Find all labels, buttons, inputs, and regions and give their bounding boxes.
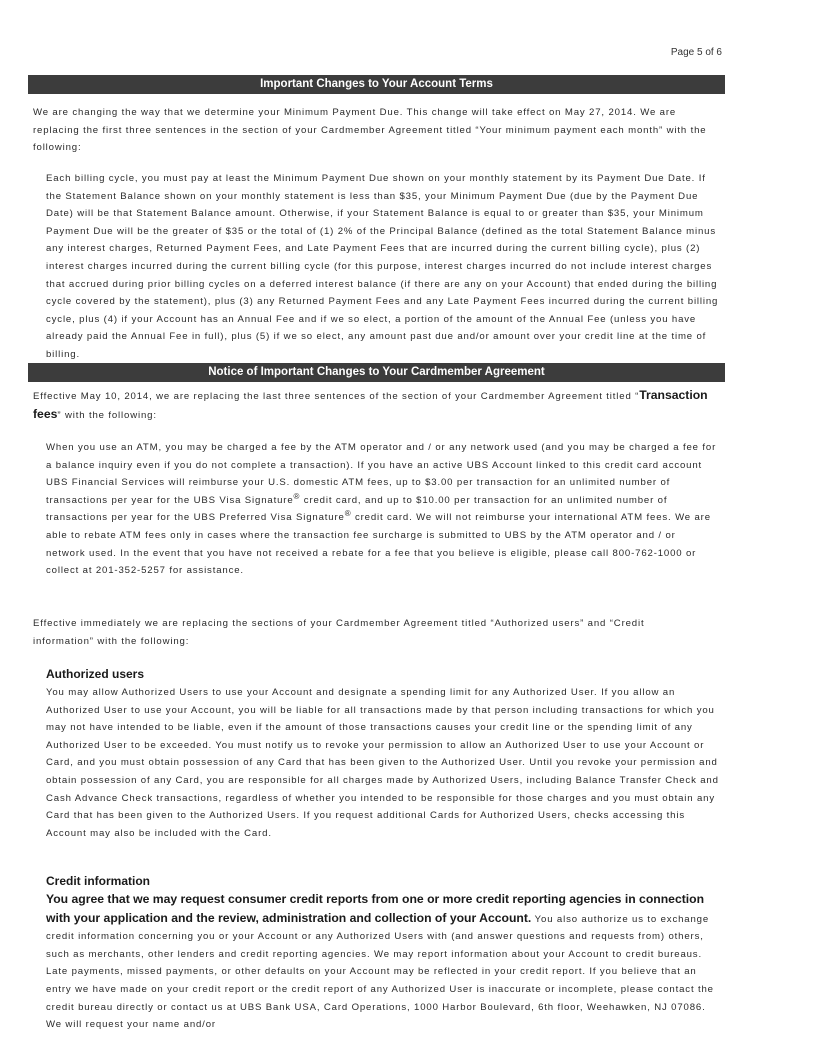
atm-fee-paragraph [46,439,718,580]
credit-information-text: You also authorize us to exchange credit information concerning you or your Account or any Authorized Users with (and answer questions and requests from) others, such as merchants, other lenders and credit reporting agencies. We may report information about your Account to credit bureaus. Late payments, missed payments, or other defaults on your Account may be reflected in your credit report. If you believe that an entry we have made on your credit report or the credit report of any Authorized User is inaccurate or incomplete, please contact the credit bureau directly or contact us at UBS Bank USA, Card Operations, 1000 Harbor Boulevard, 6th floor, Weehawken, NJ 07086. We will request your name and/or [46,913,714,1031]
registered-mark: ® [293,491,301,501]
transaction-fees-intro [33,387,723,424]
atm-text-part3: credit card. We will not reimburse your international ATM fees. We are able to rebate ATM fees only in cases where the transaction fee surcharge is submitted to UBS by the ATM operator and / or network used. In the event that you have not received a rebate for a fee that you believe is eligible, please call 800-762-1000 or collect at 201-352-5257 for assistance. [46,512,711,577]
minimum-payment-quote: Each billing cycle, you must pay at least the Minimum Payment Due shown on your monthly statement by its Payment Due Date. If the Statement Balance shown on your monthly statement is less than $35, your Minimum Payment Due (due by the Payment Due Date) will be that Statement Balance amount. Otherwise, if your Statement Balance is equal to or greater than $35, your Minimum Payment Due will be the greater of $35 or the total of (1) 2% of the Principal Balance (defined as the total Statement Balance minus any interest charges, Returned Payment Fees, and Late Payment Fees that are incurred during the current billing cycle), plus (2) interest charges incurred during the current billing cycle (for this purpose, interest charges incurred do not include interest charges that accrued during prior billing cycles on a deferred interest balance (if there are any on your Account) that ended during the billing cycle covered by the statement), plus (3) any Returned Payment Fees and any Late Payment Fees incurred during the current billing cycle, plus (4) if your Account has an Annual Fee and if we so elect, a portion of the amount of the Annual Fee (unless you have already paid the Annual Fee in full), plus (5) if we so elect, any amount past due and/or amount over your credit line at the time of billing. [46,173,719,360]
intro-text-before: Effective May 10, 2014, we are replacing the last three sentences of the section of your Cardmember Agreement titled “ [33,391,640,402]
atm-text-part1: When you use an ATM, you may be charged a fee by the ATM operator and / or any network used (and you may be charged a fee for a balance inquiry even if you do not complete a transaction). If you have an active UBS Account linked to this credit card account UBS Financial Services will reimburse your U.S. domestic ATM fees, up to $3.00 per transaction for an unlimited number of transactions per year for the UBS Visa Signature [46,442,717,506]
effective-immediately-intro: Effective immediately we are replacing the sections of your Cardmember Agreement titled “Authorized users” and “Credit information” with the following: [33,618,645,647]
authorized-users-heading: Authorized users [46,667,145,681]
credit-information-consent: You agree that we may request consumer credit reports from one or more credit reporting agencies in connection with your application and the review, administration and collection of your Account. [46,892,705,925]
authorized-users-body: You may allow Authorized Users to use your Account and designate a spending limit for any Authorized User. If you allow an Authorized User to use your Account, you will be liable for all transactions made by that person including transactions for which you may not have intended to be liable, even if the amount of those transactions causes your credit line or the spending limit of any Authorized User to be exceeded. You must notify us to revoke your permission to allow an Authorized User to use your Account or Card, and you must obtain possession of any Card that has been given to the Authorized User. Until you revoke your permission and obtain possession of any Card, you are responsible for all charges made by Authorized Users, including Balance Transfer Check and Cash Advance Check transactions, regardless of whether you intended to be responsible for those charges and you must obtain any Card that has been given to the Authorized Users. If you request additional Cards for Authorized Users, checks accessing this Account may also be included with the Card. [46,687,719,839]
credit-information-heading: Credit information [46,874,150,888]
credit-information-body [46,891,720,1034]
section-banner-account-terms: Important Changes to Your Account Terms [28,75,725,94]
transaction-fees-term: Transaction fees [33,388,708,421]
minimum-payment-intro: We are changing the way that we determine your Minimum Payment Due. This change will take effect on May 27, 2014. We are replacing the first three sentences in the section of your Cardmember Agreement titled “Your minimum payment each month” with the following: [33,107,707,154]
registered-mark: ® [344,509,352,519]
section-banner-cardmember-agreement: Notice of Important Changes to Your Cardmember Agreement [28,363,725,382]
page-number: Page 5 of 6 [670,47,722,58]
atm-text-part2: credit card, and up to $10.00 per transaction for an unlimited number of transactions per year for the UBS Preferred Visa Signature [46,494,668,524]
intro-text-after: ” with the following: [57,409,157,421]
